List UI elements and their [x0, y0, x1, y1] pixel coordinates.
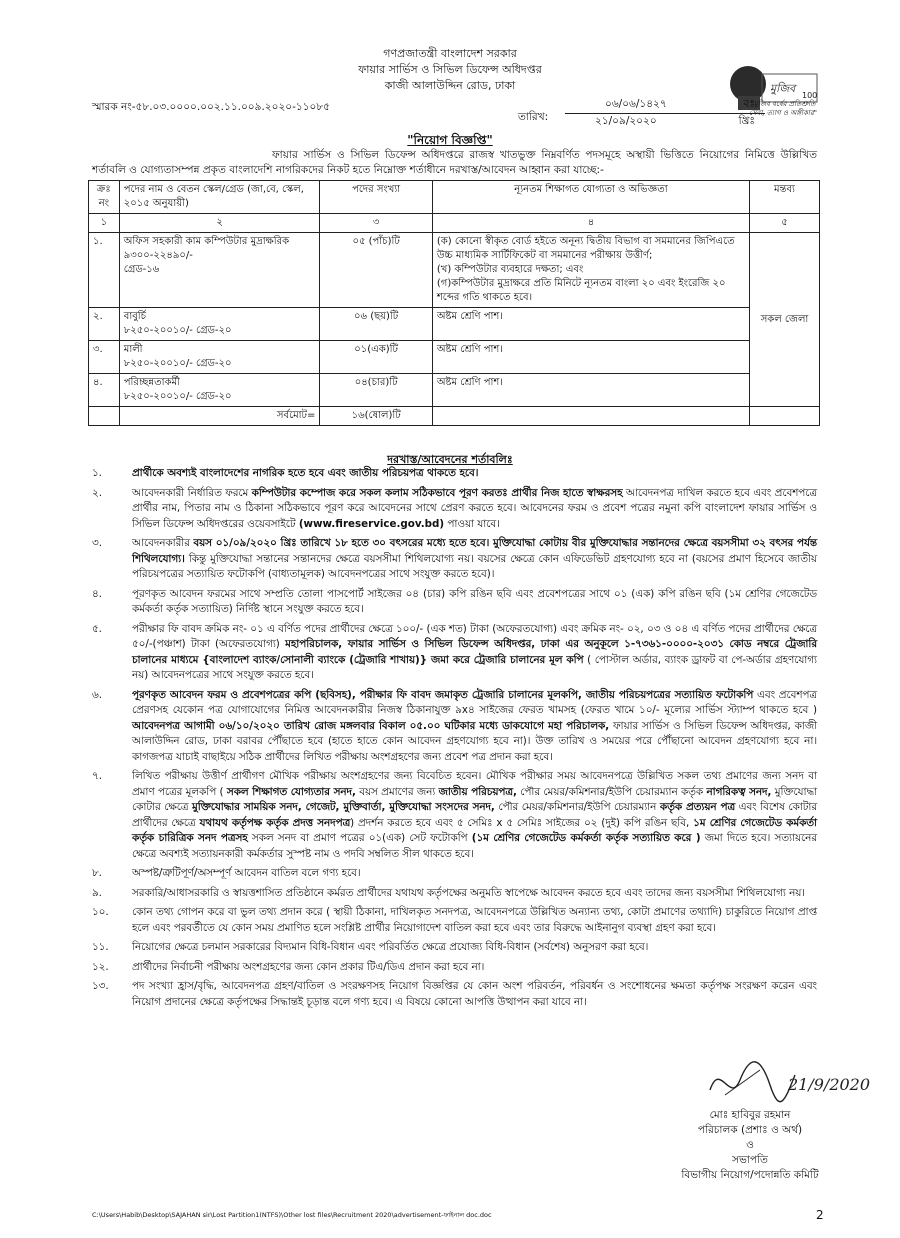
- condition-item: [92, 466, 817, 482]
- notice-title: "নিয়োগ বিজ্ঞপ্তি": [407, 133, 493, 147]
- post-name: বাবুর্চি: [123, 311, 147, 322]
- condition-text: প্রার্থীদের নির্বাচনী পরীক্ষায় অংশগ্রহণের জন্য কোন প্রকার টিএ/ডিএ প্রদান করা হবে না।: [132, 960, 485, 973]
- condition-item: [92, 940, 817, 956]
- condition-text: অস্পষ্ট/ত্রুটিপূর্ণ/অসম্পূর্ণ আবেদন বাতিল বলে গণ্য হবে।: [132, 867, 361, 879]
- condition-number: ১১.: [92, 941, 109, 953]
- post-grade: গ্রেড-১৬: [123, 264, 160, 275]
- row-count: ০৬ (ছয়)টি: [320, 308, 433, 341]
- signatory-name: মোঃ হাবিবুর রহমান: [709, 1109, 791, 1121]
- condition-text: সরকারি/আধাসরকারি ও স্বায়ত্তশাসিত প্রতিষ্ঠানে কর্মরত প্রার্থীদের যথাযথ কর্তৃপক্ষের অনুমতি স্বাপেক্ষে আবেদন করতে হবে এবং তাদের জন্য বয়সসীমা শিথিলযোগ্য নয়।: [132, 886, 805, 899]
- condition-number: ১০.: [92, 906, 109, 918]
- page-number: 2: [816, 1208, 824, 1222]
- post-scale: ৮২৫০-২০০১০/- গ্রেড-২০: [123, 325, 232, 336]
- condition-number: ১৩.: [92, 980, 109, 992]
- row-post: [119, 341, 320, 374]
- condition-item: [92, 486, 817, 533]
- table-row: [89, 374, 820, 407]
- condition-text: পদ সংখ্যা হ্রাস/বৃদ্ধি, আবেদনপত্র গ্রহণ/বাতিল ও সংরক্ষণসহ নিয়োগ বিজ্ঞপ্তির যে কোন অংশ পরিবর্তন, পরিবর্ধন ও সংশোধনের ক্ষমতা কর্তৃপক্ষ সংরক্ষণ করেন এবং নিয়োগ প্রদানের ক্ষেত্রে কর্তৃপক্ষের সিদ্ধান্তই চূড়ান্ত বলে গণ্য হবে। এ বিষয়ে কোনো আপত্তি উত্থাপন করা যাবে না।: [132, 980, 817, 1008]
- condition-item: [92, 979, 817, 1010]
- condition-item: [92, 905, 817, 936]
- row-education: অষ্টম শ্রেণি পাশ।: [432, 374, 749, 407]
- table-header-row: [89, 181, 820, 214]
- header-govt: গণপ্রজাতন্ত্রী বাংলাদেশ সরকার: [383, 47, 517, 60]
- row-education: অষ্টম শ্রেণি পাশ।: [432, 341, 749, 374]
- condition-number: ১২.: [92, 960, 109, 973]
- row-post: [119, 308, 320, 341]
- date-block: [565, 97, 765, 130]
- post-name: পরিচ্ছন্নতাকর্মী: [123, 377, 180, 388]
- row-education: (ক) কোনো স্বীকৃত বোর্ড হইতে অনূন্য দ্বিতীয় বিভাগ বা সমমানের জিপিএতে উচ্চ মাধ্যমিক সার্টিফিকেট বা সমমানের পরীক্ষায় উত্তীর্ণ; (খ) কম্পিউটার ব্যবহারে দক্ষতা; এবং (গ)কম্পিউটার মুদ্রাক্ষরে প্রতি মিনিটে ন্যূনতম বাংলা ২০ এবং ইংরেজি ২০ শব্দের গতি থাকতে হবে।: [432, 233, 749, 308]
- condition-text: আবেদনকারীর বয়স ০১/০৯/২০২০ খ্রিঃ তারিখে ১৮ হতে ৩০ বৎসরের মধ্যে হতে হবে। মুক্তিযোদ্ধা কোটায় বীর মুক্তিযোদ্ধার সন্তানদের ক্ষেত্রে বয়সসীমা ৩২ বৎসর পর্যন্ত শিথিলযোগ্য। কিন্তু মুক্তিযোদ্ধা সন্তানের সন্তানদের ক্ষেত্রে বয়সসীমা শিথিলযোগ্য নয়। বয়সের ক্ষেত্রে কোন এফিডেভিট গ্রহণযোগ্য হবে না (বয়সের প্রমাণ হিসেবে জাতীয় পরিচয়পত্রের সত্যায়িত ফটোকপি (বাধ্যতামূলক) আবেদনপত্রের সাথে সংযুক্ত করতে হবে)।: [132, 537, 817, 580]
- row-count: ০৪(চার)টি: [320, 374, 433, 407]
- total-label: সর্বমোট=: [119, 407, 320, 426]
- logo-caption: "মুজিব বর্ষের প্রতিশ্রুতি সেবা, ত্যাগ ও অঙ্গীকার": [748, 100, 818, 117]
- colnum: ৫: [750, 214, 820, 233]
- signatory-block: [655, 1108, 845, 1183]
- date-label: তারিখ:: [518, 111, 549, 123]
- condition-number: ৮.: [92, 867, 102, 879]
- header-post-name: পদের নাম ও বেতন স্কেল/গ্রেড (জা,বে, স্কেল, ২০১৫ অনুযায়ী): [119, 181, 320, 214]
- condition-text: কোন তথ্য গোপন করে বা ভুল তথ্য প্রদান করে ( স্থায়ী ঠিকানা, দাখিলকৃত সনদপত্র, আবেদনপত্রে উল্লিখিত অন্যান্য তথ্য, কোটা প্রমাণের তথ্যাদি) চাকুরিতে নিয়োগ প্রাপ্ত হলে এবং পরবর্তীতে যে কোন সময় প্রমাণিত হলে সংশ্লিষ্ট প্রার্থীর নিয়োগাদেশ বাতিল করা হবে এবং তার বিরুদ্ধে আইনানুগ ব্যবস্থা গ্রহণ করা হবে।: [132, 906, 817, 934]
- condition-item: [92, 622, 817, 684]
- header-address: কাজী আলাউদ্দিন রোড, ঢাকা: [384, 79, 516, 92]
- table-row: [89, 308, 820, 341]
- row-sl: ৩.: [89, 341, 120, 374]
- signatory-title: পরিচালক (প্রশাঃ ও অর্থ): [697, 1124, 803, 1136]
- condition-number: ১.: [92, 467, 102, 479]
- header-remarks: মন্তব্য: [750, 181, 820, 214]
- date-bangla-suffix: বঃ: [743, 97, 755, 110]
- condition-number: ২.: [92, 486, 102, 499]
- condition-text: আবেদনকারী নির্ধারিত ফরমে কম্পিউটার কম্পোজ করে সকল কলাম সঠিকভাবে পূরণ করতঃ প্রার্থীর নিজ হাতে স্বাক্ষরসহ আবেদনপত্র দাখিল করতে হবে এবং প্রবেশপত্রে প্রার্থীর নাম, পিতার নাম ও ঠিকানা সঠিকভাবে পূরণ করে আবেদনের সাথে প্রেরণ করতে হবে। আবেদনের ফরম ও প্রবেশ পত্রের নমুনা কপি বাংলাদেশ ফায়ার সার্ভিস ও সিভিল ডিফেন্স অধিদপ্তরের ওয়েবসাইটে (www.fireservice.gov.bd) পাওয়া যাবে।: [132, 486, 817, 530]
- condition-item: [92, 769, 817, 862]
- colnum: ৪: [432, 214, 749, 233]
- condition-item: [92, 866, 817, 882]
- row-sl: ২.: [89, 308, 120, 341]
- table-colnum-row: [89, 214, 820, 233]
- row-count: ০৫ (পাঁচ)টি: [320, 233, 433, 308]
- row-post: [119, 374, 320, 407]
- condition-item: [92, 587, 817, 618]
- date-english-suffix: খ্রিঃ: [738, 114, 755, 127]
- condition-text: নিয়োগের ক্ষেত্রে চলমান সরকারের বিদ্যমান বিধি-বিধান এবং পরিবর্তিত ক্ষেত্রে প্রযোজ্য বিধি-বিধান (সর্বশেষ) অনুসরণ করা হবে।: [132, 941, 649, 953]
- signature-date: 21/9/2020: [788, 1075, 871, 1094]
- post-scale: ৮২৫০-২০০১০/- গ্রেড-২০: [123, 358, 232, 369]
- header-sl: ক্রঃ নং: [89, 181, 120, 214]
- date-bangla: ০৬/০৬/১৪২৭: [605, 97, 667, 110]
- condition-number: ৭.: [92, 770, 102, 782]
- date-english: ২১/০৯/২০২০: [595, 114, 657, 127]
- post-name: অফিস সহকারী কাম কম্পিউটার মুদ্রাক্ষরিক: [123, 236, 290, 247]
- table-row: [89, 341, 820, 374]
- handwritten-signature: [700, 1050, 871, 1110]
- posts-table: [88, 180, 820, 426]
- table-total-row: [89, 407, 820, 426]
- table-row: [89, 233, 820, 308]
- file-path-footer: C:\Users\Habib\Desktop\SAJAHAN sir\Lost Partition1(NTFS)\Other lost files\Recruitment 2020\advertisement-ফাইনাল doc.doc: [92, 1211, 492, 1219]
- row-education: অষ্টম শ্রেণি পাশ।: [432, 308, 749, 341]
- logo-number: 100: [802, 91, 818, 100]
- condition-number: ৫.: [92, 622, 102, 635]
- header-department: ফায়ার সার্ভিস ও সিভিল ডিফেন্স অধিদপ্তর: [358, 63, 542, 76]
- post-scale: ৮২৫০-২০০১০/- গ্রেড-২০: [123, 391, 232, 402]
- conditions-list: [92, 466, 817, 1014]
- notice-intro: ফায়ার সার্ভিস ও সিভিল ডিফেন্স অধিদপ্তরে রাজস্ব খাতভুক্ত নিম্নবর্ণিত পদসমূহে অস্থায়ী ভিত্তিতে নিয়োগের নিমিত্তে উল্লিখিত শর্তাবলি ও যোগ্যতাসম্পন্ন প্রকৃত বাংলাদেশি নাগরিকদের নিকট হতে নিম্নোক্ত শর্তাধীনে দরখাস্ত/আবেদন আহ্বান করা যাচ্ছে:-: [92, 149, 817, 176]
- remarks-cell: সকল জেলা: [750, 233, 820, 407]
- colnum: ১: [89, 214, 120, 233]
- memo-reference: স্মারক নং-৫৮.০৩.০০০০.০০২.১১.০০৯.২০২০-১১০৮৫: [92, 101, 330, 113]
- condition-number: ৯.: [92, 886, 102, 899]
- condition-item: [92, 688, 817, 766]
- signatory-committee: বিভাগীয় নিয়োগ/পদোন্নতি কমিটি: [681, 1169, 819, 1181]
- condition-number: ৩.: [92, 537, 102, 549]
- colnum: ৩: [320, 214, 433, 233]
- condition-number: ৪.: [92, 587, 102, 600]
- colnum: ২: [119, 214, 320, 233]
- signatory-role: সভাপতি: [732, 1154, 768, 1166]
- total-count: ১৬(ষোল)টি: [320, 407, 433, 426]
- row-count: ০১(এক)টি: [320, 341, 433, 374]
- condition-item: [92, 536, 817, 583]
- condition-text: পূরণকৃত আবেদন ফরম ও প্রবেশপত্রের কপি (ছবিসহ), পরীক্ষার ফি বাবদ জমাকৃত ট্রেজারি চালানের মূলকপি, জাতীয় পরিচয়পত্রের সত্যায়িত ফটোকপি এবং প্রবেশপত্র প্রেরণসহ যেকোন পত্র যোগাযোগের নিমিত্ত আবেদনকারীর নিজস্ব ঠিকানাযুক্ত ৯x৪ সাইজের ফেরত খামসহ (ফেরত খামে ১০/- মূল্যের সার্ভিস স্ট্যাম্প থাকতে হবে ) আবেদনপত্র আগামী ০৬/১০/২০২০ তারিখ রোজ মঙ্গলবার বিকাল ০৫.০০ ঘটিকার মধ্যে ডাকযোগে মহা পরিচালক, ফায়ার সার্ভিস ও সিভিল ডিফেন্স অধিদপ্তর, কাজী আলাউদ্দিন রোড, ঢাকা বরাবর পৌঁছাতে হবে (হাতে হাতে কোন আবেদন গ্রহণযোগ্য হবে না)। উক্ত তারিখ ও সময়ের পরে পৌঁছানো আবেদন গ্রহণযোগ্য হবে না। কাগজপত্র যাচাই বাছাইয়ে সঠিক প্রার্থীদের লিখিত পরীক্ষায় অংশগ্রহণের জন্য প্রবেশ পত্র প্রদান করা হবে।: [132, 688, 817, 763]
- header-education: ন্যূনতম শিক্ষাগত যোগ্যতা ও অভিজ্ঞতা: [432, 181, 749, 214]
- signatory-and: ও: [746, 1139, 754, 1151]
- condition-text: লিখিত পরীক্ষায় উত্তীর্ণ প্রার্থীগণ মৌখিক পরীক্ষায় অংশগ্রহণের জন্য বিবেচিত হবেন। মৌখিক পরীক্ষার সময় আবেদনপত্রে উল্লিখিত সকল তথ্য প্রমাণের জন্য সনদ বা প্রমাণ পত্রের মূলকপি ( সকল শিক্ষাগত যোগ্যতার সনদ, বয়স প্রমাণের জন্য জাতীয় পরিচয়পত্র, পৌর মেয়র/কমিশনার/ইউপি চেয়ারম্যান কর্তৃক নাগরিকত্ব সনদ, মুক্তিযোদ্ধা কোটার ক্ষেত্রে মুক্তিযোদ্ধার সাময়িক সনদ, গেজেট, মুক্তিবার্তা, মুক্তিযোদ্ধা সংসদের সনদ, পৌর মেয়র/কমিশনার/ইউপি চেয়ারম্যান কর্তৃক প্রত্যয়ন পত্র এবং বিশেষ কোটার প্রার্থীদের ক্ষেত্রে যথাযথ কর্তৃপক্ষ কর্তৃক প্রদত্ত সনদপত্র) প্রদর্শন করতে হবে এবং ৫ সেমিঃ x ৫ সেমিঃ সাইজের ০২ (দুই) কপি রঙিন ছবি, ১ম শ্রেণির গেজেটেড কর্মকর্তা কর্তৃক চারিত্রিক সনদ পত্রসহ সকল সনদ বা প্রমাণ পত্রের ০১(এক) সেট ফটোকপি (১ম শ্রেণির গেজেটেড কর্মকর্তা কর্তৃক সত্যায়িত করে ) জমা দিতে হবে। সত্যায়নের ক্ষেত্রে অবশ্যই সত্যায়নকারী কর্মকর্তার সুস্পষ্ট নাম ও পদবি সম্বলিত সীল থাকতে হবে।: [132, 770, 818, 860]
- condition-number: ৬.: [92, 688, 102, 701]
- condition-text: পরীক্ষার ফি বাবদ ক্রমিক নং- ০১ এ বর্ণিত পদের প্রার্থীদের ক্ষেত্রে ১০০/- (এক শত) টাকা (অফেরতযোগ্য) এবং ক্রমিক নং- ০২, ০৩ ও ০৪ এ বর্ণিত পদের প্রার্থীদের ক্ষেত্রে ৫০/-(পঞ্চাশ) টাকা (অফেরতযোগ্য) মহাপরিচালক, ফায়ার সার্ভিস ও সিভিল ডিফেন্স অধিদপ্তর, ঢাকা এর অনুকূলে ১-৭৩৬১-০০০০-২০৩১ কোড নম্বরে ট্রেজারি চালানের মাধ্যমে {বাংলাদেশ ব্যাংক/সোনালী ব্যাংকে (ট্রেজারি শাখায়)} জমা করে ট্রেজারি চালানের মূল কপি ( পোস্টাল অর্ডার, ব্যাংক ড্রাফট বা পে-অর্ডার গ্রহণযোগ্য নয়) আবেদনপত্রের সাথে সংযুক্ত করতে হবে।: [132, 622, 818, 681]
- condition-item: [92, 886, 817, 902]
- condition-text: পূরণকৃত আবেদন ফরমের সাথে সম্প্রতি তোলা পাসপোর্ট সাইজের ০৪ (চার) কপি রঙিন ছবি এবং প্রবেশপত্রের সাথে ০১ (এক) কপি রঙিন ছবি (১ম শ্রেণির গেজেটেড কর্মকর্তা কর্তৃক সত্যায়িত) নির্দিষ্ট স্থানে সংযুক্ত করতে হবে।: [132, 587, 817, 615]
- condition-item: [92, 960, 817, 976]
- header-post-count: পদের সংখ্যা: [320, 181, 433, 214]
- conditions-title: দরখাস্ত/আবেদনের শর্তাবলিঃ: [387, 453, 513, 466]
- post-name: মালী: [123, 344, 143, 355]
- row-sl: ১.: [89, 233, 120, 308]
- svg-text:মুজিব: মুজিব: [770, 82, 796, 95]
- condition-text: প্রার্থীকে অবশ্যই বাংলাদেশের নাগরিক হতে হবে এবং জাতীয় পরিচয়পত্র থাকতে হবে।: [132, 467, 479, 479]
- post-scale: ৯৩০০-২২৪৯০/-: [123, 250, 193, 261]
- row-post: [119, 233, 320, 308]
- row-sl: ৪.: [89, 374, 120, 407]
